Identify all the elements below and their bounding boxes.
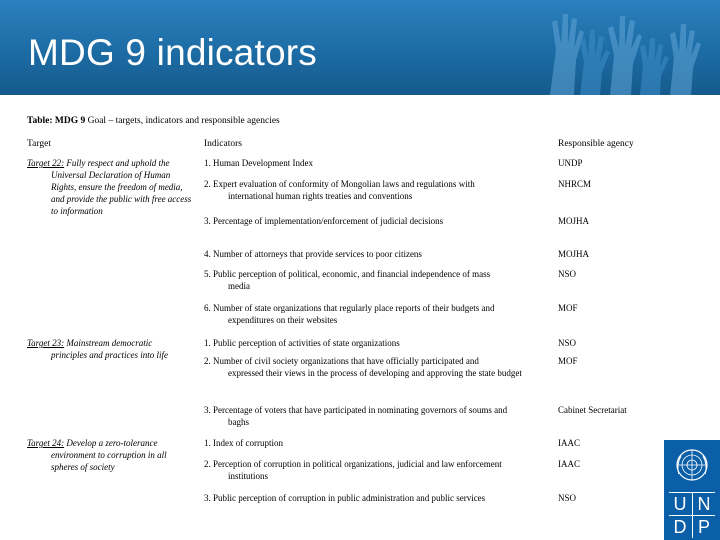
indicator-row (204, 437, 549, 449)
un-emblem-icon (673, 446, 711, 484)
indicator-text: 2. Number of civil society organizations that have officially participated and (204, 356, 479, 366)
indicator-row (204, 458, 549, 482)
agency-cell: NSO (558, 338, 577, 348)
indicator-text: 1. Public perception of activities of state organizations (204, 338, 400, 348)
indicator-row (204, 404, 549, 428)
logo-letter: D (673, 517, 687, 537)
indicator-row (204, 268, 549, 292)
logo-letter: N (697, 494, 711, 514)
target-text-rest: environment to corruption in all spheres of society (51, 450, 167, 472)
agency-cell: NHRCM (558, 179, 592, 189)
target-23 (27, 337, 195, 361)
indicator-row (204, 248, 549, 260)
indicator-row (204, 215, 549, 227)
indicator-text-cont: expressed their views in the process of developing and approving the state budget (228, 368, 522, 378)
indicator-row (204, 337, 549, 349)
logo-letter: P (697, 517, 710, 537)
indicator-text: 3. Percentage of implementation/enforcement of judicial decisions (204, 216, 444, 226)
target-text-rest: principles and practices into life (51, 350, 168, 360)
agency-cell: IAAC (558, 438, 580, 448)
target-22 (27, 157, 195, 217)
indicator-text: 6. Number of state organizations that regularly place reports of their budgets and (204, 303, 495, 313)
target-24 (27, 437, 195, 473)
column-header-target: Target (27, 139, 51, 149)
indicator-text: 3. Percentage of voters that have participated in nominating governors of soums and (204, 405, 508, 415)
column-header-indicators: Indicators (204, 139, 242, 149)
target-text-first: Develop a zero-tolerance (66, 438, 158, 448)
agency-cell: MOJHA (558, 249, 590, 259)
indicator-text-cont: institutions (228, 471, 269, 481)
agency-cell: NSO (558, 269, 577, 279)
column-header-agency: Responsible agency (558, 139, 634, 149)
indicator-text-cont: baghs (228, 417, 249, 427)
agency-cell: MOF (558, 356, 578, 366)
table-caption (27, 116, 280, 126)
table-caption-text: Goal – targets, indicators and responsible agencies (87, 116, 280, 126)
indicator-row (204, 157, 549, 169)
indicator-text: 3. Public perception of corruption in public administration and public services (204, 493, 486, 503)
indicator-text: 1. Index of corruption (204, 438, 283, 448)
undp-logo (664, 440, 720, 540)
indicator-text: 5. Public perception of political, economic, and financial independence of mass (204, 269, 491, 279)
target-text-first: Mainstream democratic (66, 338, 153, 348)
indicator-text: 4. Number of attorneys that provide services to poor citizens (204, 249, 422, 259)
target-number: Target 22: (27, 158, 65, 168)
indicator-row (204, 492, 549, 504)
indicator-row (204, 355, 549, 379)
indicator-text-cont: media (228, 281, 250, 291)
agency-cell: UNDP (558, 158, 583, 168)
target-number: Target 23: (27, 338, 65, 348)
indicator-text: 2. Expert evaluation of conformity of Mongolian laws and regulations with (204, 179, 475, 189)
agency-cell: MOJHA (558, 216, 590, 226)
agency-cell: NSO (558, 493, 577, 503)
target-text-first: Fully respect and uphold the (66, 158, 170, 168)
agency-cell: MOF (558, 303, 578, 313)
indicator-text: 2. Perception of corruption in political organizations, judicial and law enforcement (204, 459, 502, 469)
target-number: Target 24: (27, 438, 65, 448)
indicator-row (204, 178, 549, 202)
indicator-text-cont: international human rights treaties and conventions (228, 191, 413, 201)
raised-hands-image (530, 0, 720, 95)
agency-cell: IAAC (558, 459, 580, 469)
table-caption-bold: Table: MDG 9 (27, 116, 86, 126)
indicator-text-cont: expenditures on their websites (228, 315, 338, 325)
slide-title: MDG 9 indicators (28, 32, 318, 73)
slide-header (0, 0, 720, 95)
agency-cell: Cabinet Secretariat (558, 405, 627, 415)
indicator-row (204, 302, 549, 326)
target-text-rest: Universal Declaration of Human Rights, ensure the freedom of media, and provide the public with free access to information (51, 170, 192, 216)
logo-letter: U (673, 494, 687, 514)
indicator-text: 1. Human Development Index (204, 158, 313, 168)
